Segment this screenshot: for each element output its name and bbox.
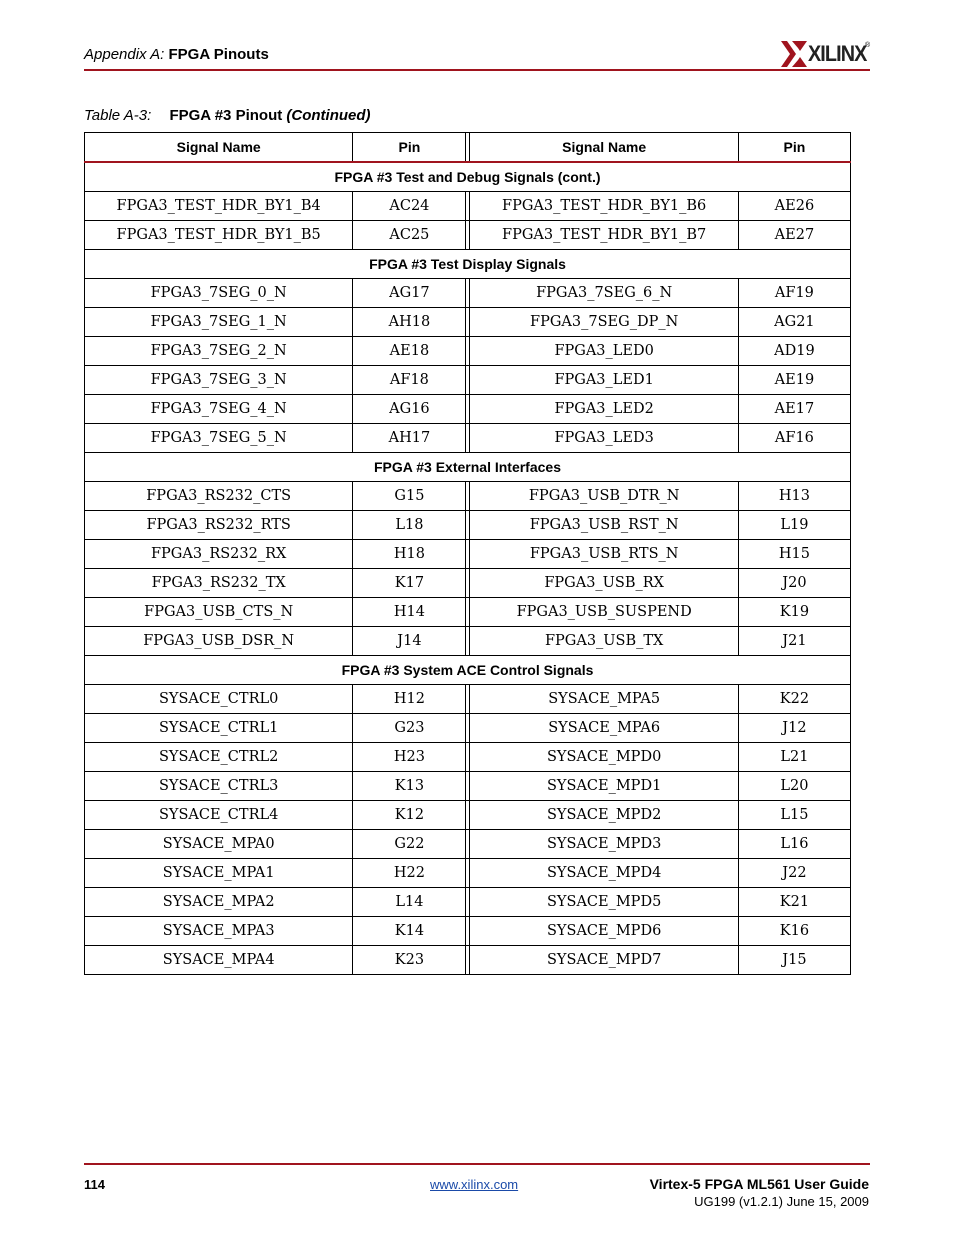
section-title: FPGA #3 Test Display Signals [85, 250, 851, 279]
col-header-pin-left: Pin [353, 133, 466, 163]
pinout-table [84, 132, 851, 975]
section-title: FPGA #3 External Interfaces [85, 453, 851, 482]
signal-name-cell: SYSACE_MPD5 [470, 888, 738, 917]
table-row [85, 337, 851, 366]
pin-cell: L18 [353, 511, 466, 540]
pin-cell: L16 [738, 830, 850, 859]
pin-cell: L14 [353, 888, 466, 917]
signal-name-cell: FPGA3_LED1 [470, 366, 738, 395]
table-row [85, 685, 851, 714]
pin-cell: L15 [738, 801, 850, 830]
signal-name-cell: FPGA3_TEST_HDR_BY1_B6 [470, 192, 738, 221]
signal-name-cell: SYSACE_CTRL1 [85, 714, 353, 743]
table-row [85, 627, 851, 656]
caption-continued: (Continued) [286, 107, 371, 124]
signal-name-cell: SYSACE_CTRL2 [85, 743, 353, 772]
pin-cell: K13 [353, 772, 466, 801]
signal-name-cell: FPGA3_LED0 [470, 337, 738, 366]
pin-cell: K19 [738, 598, 850, 627]
table-row [85, 192, 851, 221]
signal-name-cell: SYSACE_MPA1 [85, 859, 353, 888]
table-caption [84, 107, 371, 124]
pin-cell: K17 [353, 569, 466, 598]
pin-cell: AC25 [353, 221, 466, 250]
table-row [85, 917, 851, 946]
signal-name-cell: SYSACE_MPA4 [85, 946, 353, 975]
pin-cell: AF18 [353, 366, 466, 395]
pin-cell: AD19 [738, 337, 850, 366]
signal-name-cell: FPGA3_7SEG_0_N [85, 279, 353, 308]
pin-cell: L20 [738, 772, 850, 801]
table-body [85, 162, 851, 975]
table-row [85, 830, 851, 859]
signal-name-cell: SYSACE_MPA2 [85, 888, 353, 917]
pin-cell: AG17 [353, 279, 466, 308]
signal-name-cell: SYSACE_MPD1 [470, 772, 738, 801]
table-row [85, 308, 851, 337]
table-row [85, 772, 851, 801]
page-number: 114 [84, 1177, 105, 1192]
signal-name-cell: SYSACE_MPD6 [470, 917, 738, 946]
caption-label: Table A-3: [84, 107, 152, 124]
signal-name-cell: FPGA3_USB_CTS_N [85, 598, 353, 627]
table-row [85, 859, 851, 888]
pin-cell: K21 [738, 888, 850, 917]
signal-name-cell: SYSACE_MPD2 [470, 801, 738, 830]
table-row [85, 511, 851, 540]
signal-name-cell: SYSACE_CTRL4 [85, 801, 353, 830]
signal-name-cell: FPGA3_LED2 [470, 395, 738, 424]
signal-name-cell: SYSACE_MPD3 [470, 830, 738, 859]
signal-name-cell: FPGA3_RS232_RTS [85, 511, 353, 540]
table-row [85, 888, 851, 917]
signal-name-cell: FPGA3_TEST_HDR_BY1_B5 [85, 221, 353, 250]
table-row [85, 743, 851, 772]
col-header-signal-name-right: Signal Name [470, 133, 738, 163]
pin-cell: H14 [353, 598, 466, 627]
section-title: FPGA #3 Test and Debug Signals (cont.) [85, 162, 851, 192]
table-row [85, 482, 851, 511]
pin-cell: K22 [738, 685, 850, 714]
pin-cell: J22 [738, 859, 850, 888]
table-row [85, 946, 851, 975]
signal-name-cell: SYSACE_MPD0 [470, 743, 738, 772]
signal-name-cell: FPGA3_USB_RX [470, 569, 738, 598]
signal-name-cell: FPGA3_RS232_CTS [85, 482, 353, 511]
pin-cell: H18 [353, 540, 466, 569]
col-header-signal-name-left: Signal Name [85, 133, 353, 163]
signal-name-cell: FPGA3_7SEG_6_N [470, 279, 738, 308]
section-header-row [85, 453, 851, 482]
table-row [85, 424, 851, 453]
header-title: FPGA Pinouts [168, 46, 269, 63]
pin-cell: H12 [353, 685, 466, 714]
pin-cell: AC24 [353, 192, 466, 221]
signal-name-cell: FPGA3_USB_RST_N [470, 511, 738, 540]
signal-name-cell: FPGA3_7SEG_3_N [85, 366, 353, 395]
table-row [85, 279, 851, 308]
pin-cell: K23 [353, 946, 466, 975]
signal-name-cell: SYSACE_MPA3 [85, 917, 353, 946]
signal-name-cell: SYSACE_MPA0 [85, 830, 353, 859]
pin-cell: H23 [353, 743, 466, 772]
table-row [85, 395, 851, 424]
pin-cell: H13 [738, 482, 850, 511]
pin-cell: K14 [353, 917, 466, 946]
running-header [84, 46, 269, 63]
table-row [85, 221, 851, 250]
table-row [85, 801, 851, 830]
signal-name-cell: FPGA3_TEST_HDR_BY1_B4 [85, 192, 353, 221]
pin-cell: G15 [353, 482, 466, 511]
xilinx-logo [781, 40, 871, 68]
signal-name-cell: SYSACE_MPD7 [470, 946, 738, 975]
section-header-row [85, 656, 851, 685]
document-version: UG199 (v1.2.1) June 15, 2009 [694, 1194, 869, 1209]
table-row [85, 366, 851, 395]
signal-name-cell: SYSACE_MPD4 [470, 859, 738, 888]
signal-name-cell: SYSACE_MPA5 [470, 685, 738, 714]
signal-name-cell: FPGA3_USB_TX [470, 627, 738, 656]
pin-cell: AE17 [738, 395, 850, 424]
pin-cell: L21 [738, 743, 850, 772]
table-row [85, 569, 851, 598]
signal-name-cell: FPGA3_USB_RTS_N [470, 540, 738, 569]
signal-name-cell: FPGA3_RS232_TX [85, 569, 353, 598]
pin-cell: AE27 [738, 221, 850, 250]
pin-cell: AE18 [353, 337, 466, 366]
header-section: Appendix A: [84, 46, 165, 63]
logo-wordmark: XILINX [808, 41, 867, 66]
signal-name-cell: FPGA3_7SEG_5_N [85, 424, 353, 453]
pin-cell: AE19 [738, 366, 850, 395]
pin-cell: G23 [353, 714, 466, 743]
signal-name-cell: FPGA3_7SEG_2_N [85, 337, 353, 366]
pin-cell: AF16 [738, 424, 850, 453]
signal-name-cell: FPGA3_7SEG_DP_N [470, 308, 738, 337]
pin-cell: AH18 [353, 308, 466, 337]
signal-name-cell: FPGA3_LED3 [470, 424, 738, 453]
pin-cell: K16 [738, 917, 850, 946]
signal-name-cell: FPGA3_USB_DTR_N [470, 482, 738, 511]
section-title: FPGA #3 System ACE Control Signals [85, 656, 851, 685]
pin-cell: J20 [738, 569, 850, 598]
signal-name-cell: SYSACE_CTRL0 [85, 685, 353, 714]
pin-cell: J21 [738, 627, 850, 656]
table-row [85, 598, 851, 627]
pin-cell: J14 [353, 627, 466, 656]
section-header-row [85, 250, 851, 279]
guide-title: Virtex-5 FPGA ML561 User Guide [649, 1176, 869, 1192]
pin-cell: G22 [353, 830, 466, 859]
pin-cell: H15 [738, 540, 850, 569]
pin-cell: AH17 [353, 424, 466, 453]
signal-name-cell: SYSACE_CTRL3 [85, 772, 353, 801]
pin-cell: AG16 [353, 395, 466, 424]
col-header-pin-right: Pin [738, 133, 850, 163]
website-link[interactable]: www.xilinx.com [430, 1177, 519, 1192]
signal-name-cell: SYSACE_MPA6 [470, 714, 738, 743]
pin-cell: AE26 [738, 192, 850, 221]
signal-name-cell: FPGA3_TEST_HDR_BY1_B7 [470, 221, 738, 250]
page-header [84, 44, 870, 70]
footer-rule [84, 1163, 870, 1165]
section-header-row [85, 162, 851, 192]
table-row [85, 540, 851, 569]
header-rule [84, 69, 870, 71]
xilinx-x-logo-icon [781, 41, 807, 67]
table-row [85, 714, 851, 743]
signal-name-cell: FPGA3_USB_DSR_N [85, 627, 353, 656]
pin-cell: L19 [738, 511, 850, 540]
pin-cell: K12 [353, 801, 466, 830]
pin-cell: AF19 [738, 279, 850, 308]
caption-title: FPGA #3 Pinout [169, 107, 283, 124]
table-header-row [85, 133, 851, 163]
pin-cell: H22 [353, 859, 466, 888]
pin-cell: J12 [738, 714, 850, 743]
signal-name-cell: FPGA3_7SEG_1_N [85, 308, 353, 337]
signal-name-cell: FPGA3_USB_SUSPEND [470, 598, 738, 627]
signal-name-cell: FPGA3_7SEG_4_N [85, 395, 353, 424]
pin-cell: AG21 [738, 308, 850, 337]
pin-cell: J15 [738, 946, 850, 975]
logo-registered: ® [865, 42, 871, 49]
signal-name-cell: FPGA3_RS232_RX [85, 540, 353, 569]
